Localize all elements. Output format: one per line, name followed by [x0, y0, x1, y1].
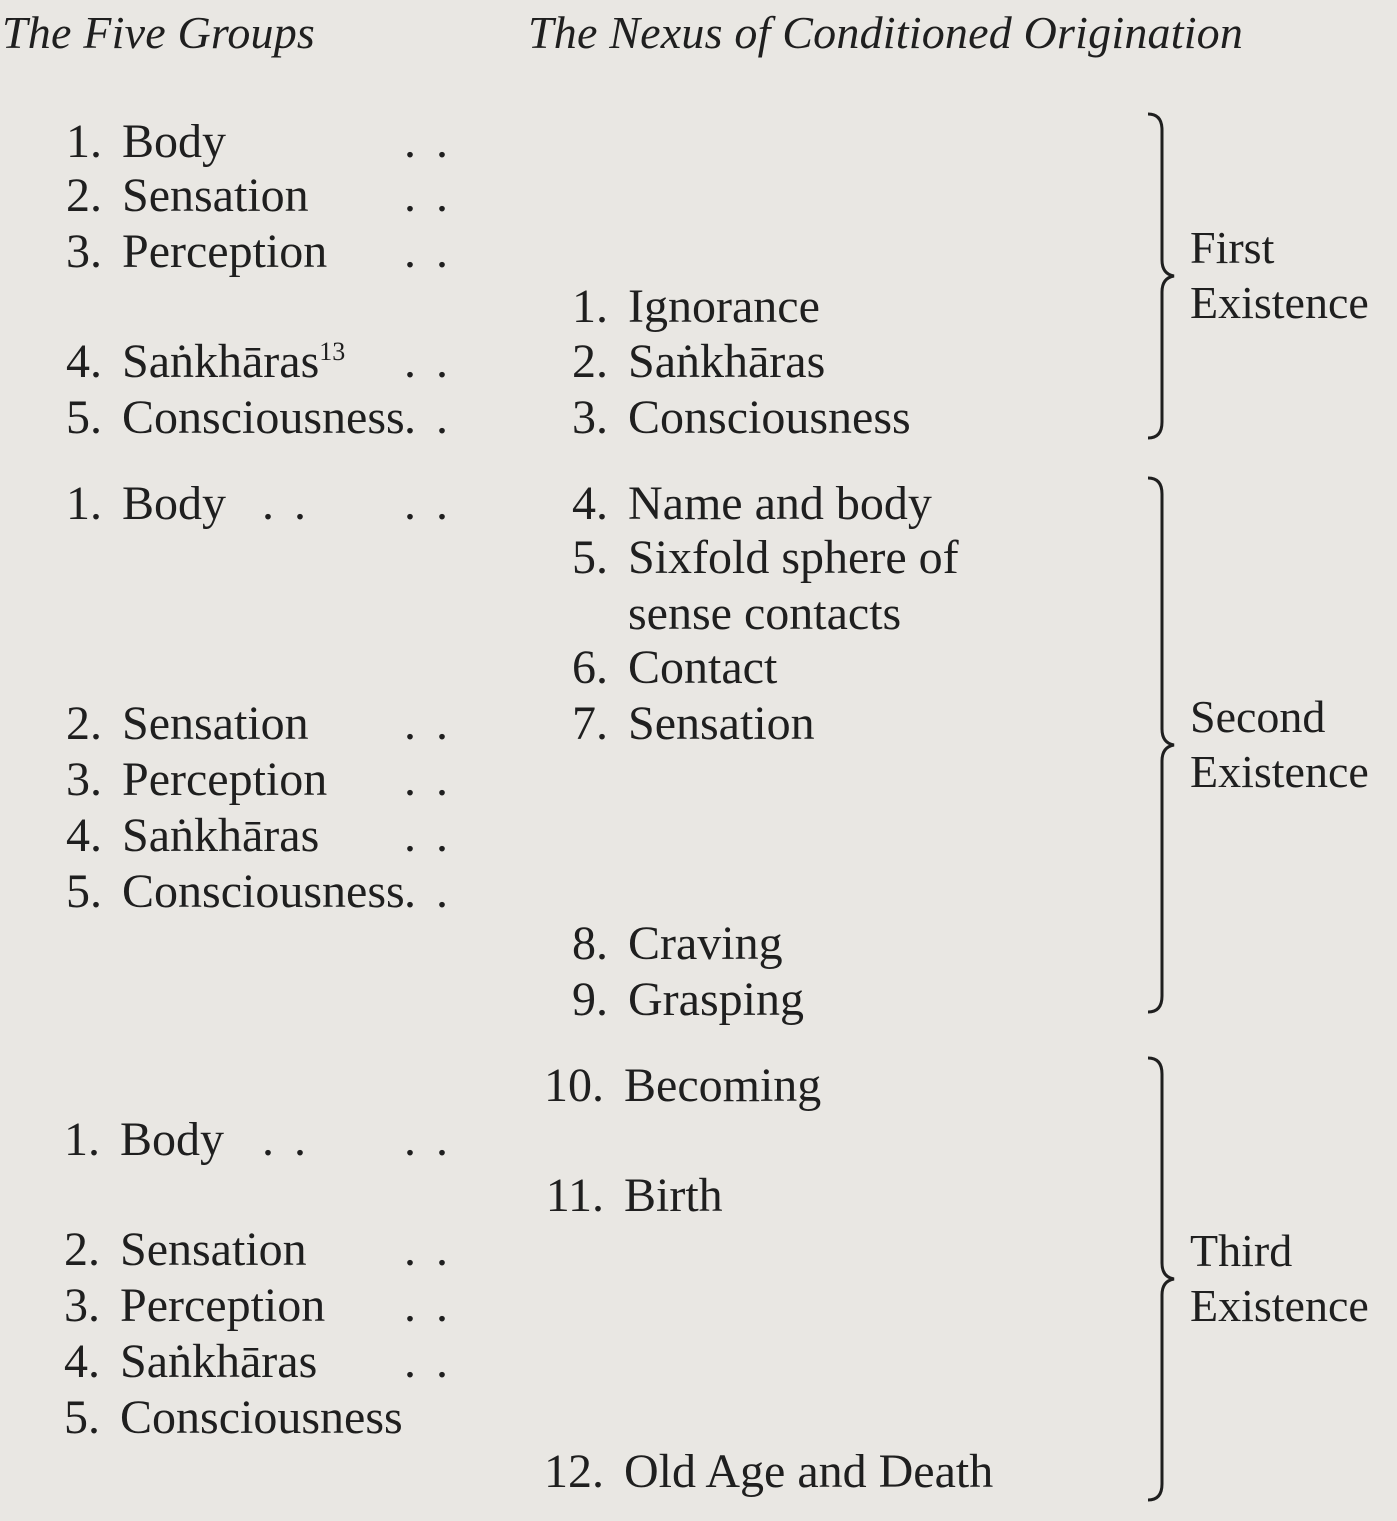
item-label: Consciousness: [120, 1391, 403, 1444]
curly-brace: [1144, 112, 1184, 440]
item-number: 4.: [66, 335, 102, 388]
nexus-item: [520, 1444, 993, 1500]
leader-dots: . .: [404, 477, 452, 530]
item-label: Craving: [628, 917, 783, 970]
nexus-item: [524, 586, 901, 642]
item-number: 2.: [66, 697, 102, 750]
item-label: Ignorance: [628, 280, 820, 333]
item-number: 1.: [572, 280, 608, 333]
nexus-item: [524, 696, 815, 752]
item-number: 5.: [572, 531, 608, 584]
existence-label-line2: Existence: [1190, 746, 1369, 797]
item-label: Perception: [122, 225, 328, 278]
nexus-item: [520, 1168, 723, 1224]
item-number: 5.: [64, 1391, 100, 1444]
nexus-item: [524, 476, 932, 532]
item-number: 7.: [572, 697, 608, 750]
existence-label-line2: Existence: [1190, 1280, 1369, 1331]
item-number: 11.: [545, 1169, 604, 1222]
nexus-item: [524, 279, 820, 335]
leader-dots: . .: [404, 697, 452, 750]
five-group-item: [22, 752, 327, 808]
heading-nexus: The Nexus of Conditioned Origination: [528, 7, 1244, 58]
item-number: 2.: [572, 335, 608, 388]
item-label: sense contacts: [628, 587, 902, 640]
item-number: 5.: [66, 865, 102, 918]
item-number: 1.: [66, 115, 102, 168]
item-label: Consciousness: [628, 391, 911, 444]
item-label: Old Age and Death: [624, 1445, 994, 1498]
item-label: Name and body: [628, 477, 932, 530]
brace-path: [1148, 114, 1174, 438]
five-group-item: [20, 1390, 403, 1446]
heading-five-groups: The Five Groups: [2, 7, 316, 58]
leader-dots: . .: [404, 1279, 452, 1332]
five-group-item: [20, 1222, 307, 1278]
item-number: 1.: [66, 477, 102, 530]
item-number: 2.: [64, 1223, 100, 1276]
nexus-item: [524, 390, 911, 446]
item-label: Birth: [624, 1169, 723, 1222]
item-label: Body: [122, 115, 227, 168]
five-group-item: [22, 390, 405, 446]
item-number: 6.: [572, 641, 608, 694]
leader-dots: . .: [262, 477, 310, 530]
nexus-item: [524, 640, 777, 696]
item-label: Saṅkhāras: [628, 335, 826, 388]
item-number: 10.: [544, 1059, 604, 1112]
leader-dots: . .: [404, 391, 452, 444]
leader-dots: . .: [404, 809, 452, 862]
leader-dots: . .: [262, 1113, 310, 1166]
five-group-item: [22, 168, 309, 224]
five-group-item: [22, 696, 309, 752]
item-label: Sensation: [122, 697, 309, 750]
five-group-item: [22, 808, 319, 864]
existence-label: [1190, 689, 1369, 799]
existence-label: [1190, 1223, 1369, 1333]
five-group-item: [22, 864, 405, 920]
nexus-item: [524, 916, 783, 972]
item-number: 1.: [64, 1113, 100, 1166]
existence-label: [1190, 220, 1369, 330]
item-label: Consciousness: [122, 865, 405, 918]
item-label: Saṅkhāras: [122, 335, 320, 388]
item-number: 5.: [66, 391, 102, 444]
item-label: Perception: [122, 753, 328, 806]
item-label: Perception: [120, 1279, 326, 1332]
curly-brace: [1144, 1056, 1184, 1502]
item-label: Saṅkhāras: [122, 809, 320, 862]
nexus-item: [520, 1058, 821, 1114]
five-group-item: [22, 334, 345, 390]
item-number: 3.: [572, 391, 608, 444]
five-group-item: [22, 114, 226, 170]
item-number: 12.: [544, 1445, 604, 1498]
five-group-item: [22, 476, 226, 532]
five-group-item: [22, 224, 327, 280]
leader-dots: . .: [404, 1223, 452, 1276]
existence-label-line1: Second: [1190, 691, 1326, 742]
item-number: 3.: [66, 225, 102, 278]
item-number: 4.: [572, 477, 608, 530]
footnote-marker: 13: [319, 337, 346, 366]
item-number: 3.: [64, 1279, 100, 1332]
leader-dots: . .: [404, 115, 452, 168]
nexus-item: [524, 972, 804, 1028]
five-group-item: [20, 1334, 317, 1390]
existence-label-line1: Third: [1190, 1225, 1293, 1276]
item-number: 2.: [66, 169, 102, 222]
curly-brace: [1144, 476, 1184, 1014]
item-label: Sensation: [122, 169, 309, 222]
item-label: Saṅkhāras: [120, 1335, 318, 1388]
five-group-item: [20, 1278, 325, 1334]
item-number: 4.: [66, 809, 102, 862]
item-label: Contact: [628, 641, 778, 694]
item-number: 8.: [572, 917, 608, 970]
item-label: Consciousness: [122, 391, 405, 444]
leader-dots: . .: [404, 1335, 452, 1388]
brace-path: [1148, 1058, 1174, 1500]
leader-dots: . .: [404, 865, 452, 918]
existence-label-line2: Existence: [1190, 277, 1369, 328]
item-label: Becoming: [624, 1059, 822, 1112]
leader-dots: . .: [404, 335, 452, 388]
leader-dots: . .: [404, 169, 452, 222]
brace-path: [1148, 478, 1174, 1012]
nexus-item: [524, 530, 959, 586]
item-label: Sensation: [120, 1223, 307, 1276]
item-number: 3.: [66, 753, 102, 806]
item-label: Grasping: [628, 973, 804, 1026]
item-label: Body: [120, 1113, 225, 1166]
leader-dots: . .: [404, 753, 452, 806]
leader-dots: . .: [404, 1113, 452, 1166]
leader-dots: . .: [404, 225, 452, 278]
nexus-item: [524, 334, 825, 390]
item-label: Body: [122, 477, 227, 530]
item-number: 4.: [64, 1335, 100, 1388]
item-label: Sixfold sphere of: [628, 531, 959, 584]
item-number: 9.: [572, 973, 608, 1026]
five-group-item: [20, 1112, 224, 1168]
item-label: Sensation: [628, 697, 815, 750]
existence-label-line1: First: [1190, 222, 1275, 273]
